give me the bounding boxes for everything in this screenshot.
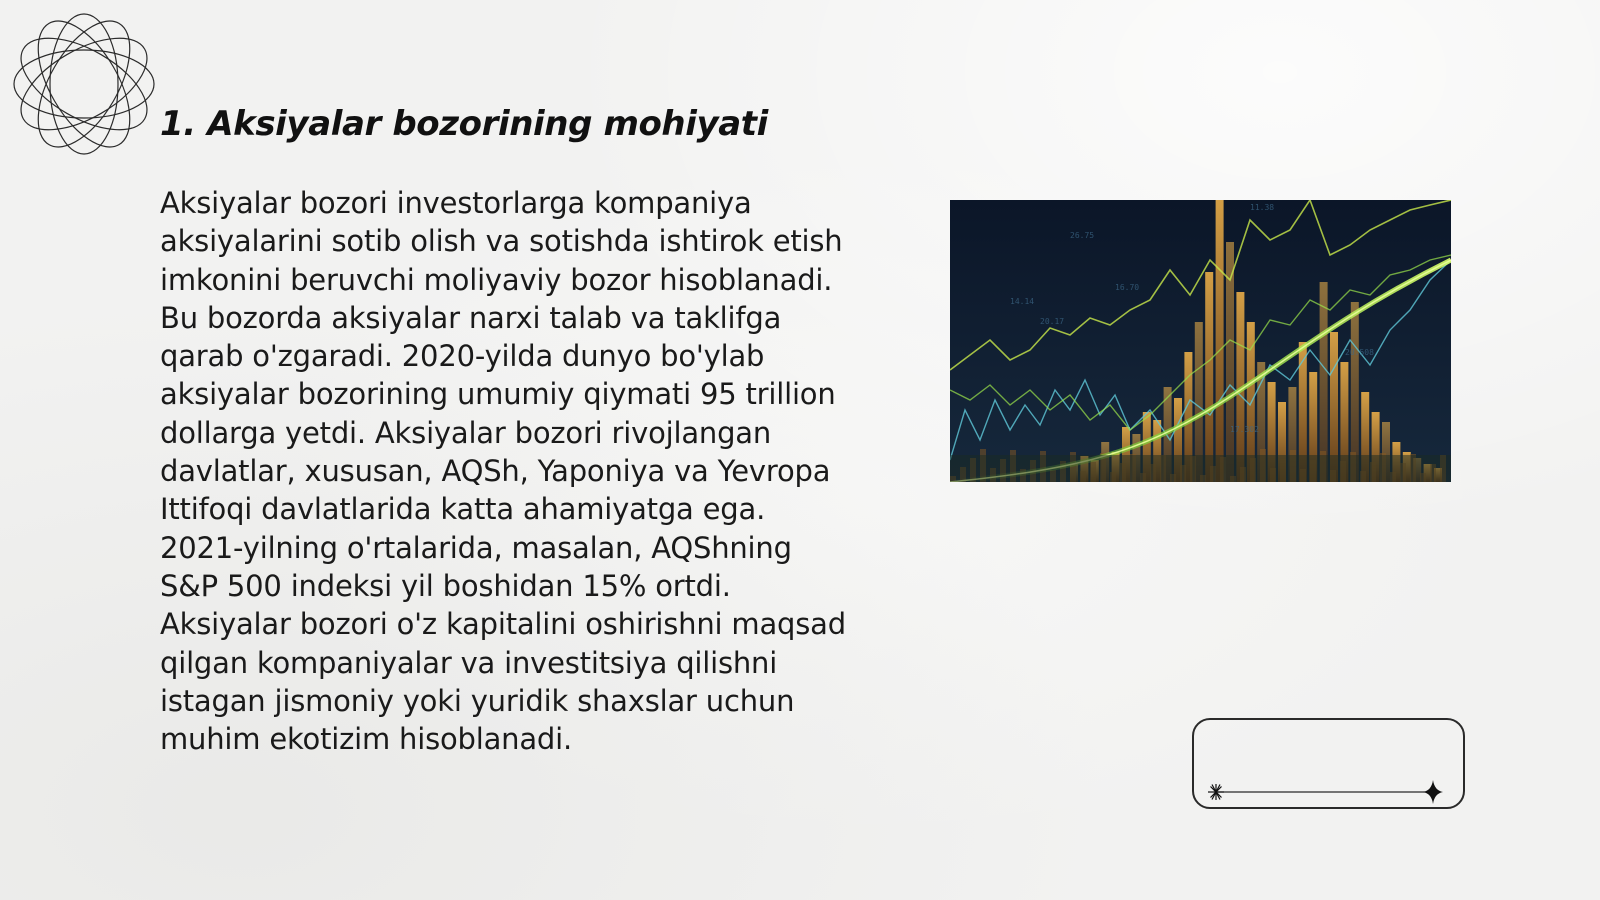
photo-bar	[1216, 200, 1224, 482]
body-paragraph: Aksiyalar bozori investorlarga kompaniya aksiyalarini sotib olish va sotishda ishtirok etish imkonini beruvchi moliyaviy bozor hisoblanadi. Bu bozorda aksiyalar narxi talab va taklifga qarab o'zgaradi. 2020-yilda dunyo bo'ylab aksiyalar bozorining umumiy qiymati 95 trillion dollarga yetdi. Aksiyalar bozori rivojlangan davlatlar, xususan, AQSh, Yaponiya va Yevropa Ittifoqi davlatlarida katta ahamiyatga ega. 2021-yilning o'rtalarida, masalan, AQShning S&P 500 indeksi yil boshidan 15% ortdi. Aksiyalar bozori o'z kapitalini oshirishni maqsad qilgan kompaniyalar va investitsiya qilishni istagan jismoniy yoki yuridik shaxslar uchun muhim ekotizim hisoblanadi.	[160, 186, 846, 757]
photo-bar	[1205, 272, 1213, 482]
frame-divider-line	[1208, 780, 1443, 804]
svg-text:11.38: 11.38	[1250, 203, 1275, 212]
sparkle-star-icon	[1423, 780, 1443, 804]
svg-text:20.508: 20.508	[1345, 348, 1374, 357]
stock-chart-illustration	[950, 200, 1451, 482]
stock-chart-photo	[950, 200, 1451, 482]
svg-text:17.302: 17.302	[1230, 425, 1259, 434]
svg-text:26.75: 26.75	[1070, 231, 1095, 240]
svg-text:14.14: 14.14	[1010, 297, 1035, 306]
svg-text:16.70: 16.70	[1115, 283, 1140, 292]
slide-title: 1. Aksiyalar bozorining mohiyati	[160, 104, 768, 144]
svg-text:20.17: 20.17	[1040, 317, 1065, 326]
starburst-icon	[1208, 784, 1224, 800]
circle-rosette-icon	[10, 10, 158, 158]
